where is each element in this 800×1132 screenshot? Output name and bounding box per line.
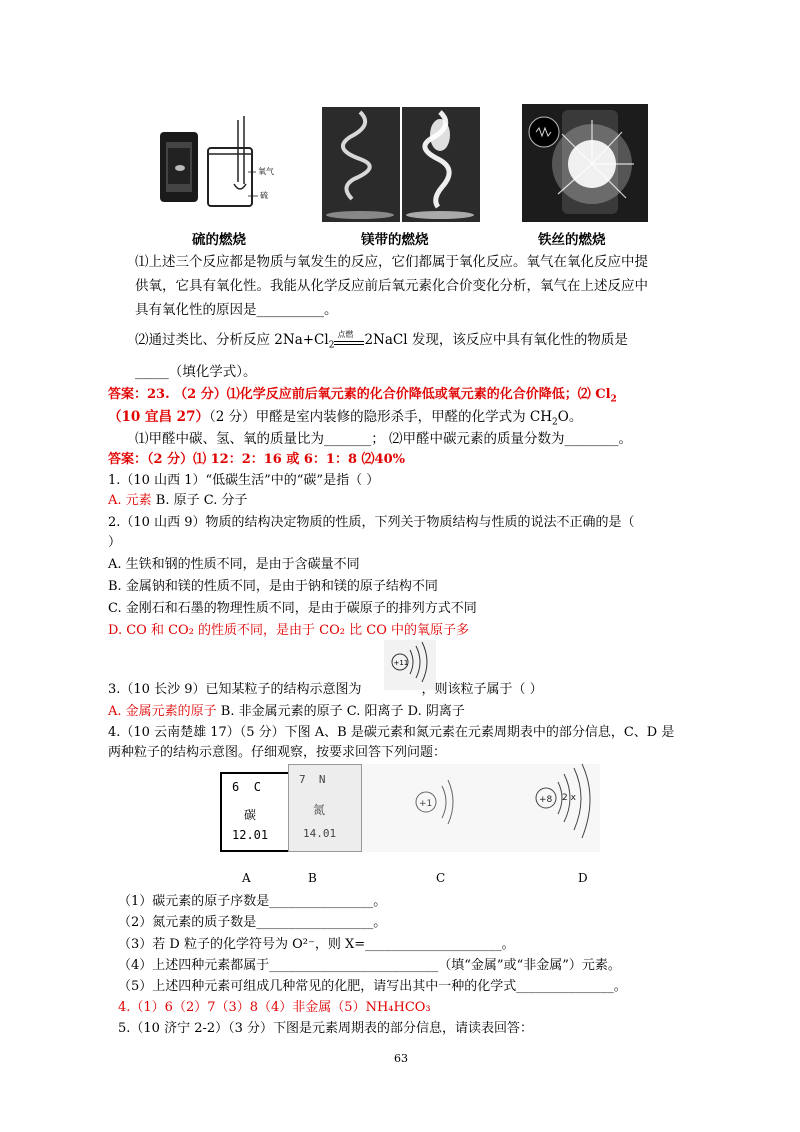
q27-title: （10 宜昌 27）（2 分）甲醛是室内装修的隐形杀手，甲醛的化学式为 $CH_2O$。 <box>108 409 583 428</box>
q27-source: （10 宜昌 27） <box>108 409 209 425</box>
figure-label-d: D <box>578 871 588 885</box>
q23-line4-part-a: ⑵通过类比、分析反应 2Na+Cl <box>135 332 329 348</box>
svg-text:+1: +1 <box>419 799 433 809</box>
page-number: 63 <box>394 1052 408 1065</box>
q5-stem: 5.（10 济宁 2-2）（3 分）下图是元素周期表的部分信息，请读表回答： <box>118 1021 534 1036</box>
svg-text:+8: +8 <box>539 795 553 805</box>
q2-option-b: B. 金属钠和镁的性质不同，是由于钠和镁的原子结构不同 <box>108 579 438 594</box>
q27-answer: 答案：（2 分）⑴ 12：2：16 或 6：1：8 ⑵40% <box>108 452 405 467</box>
q3-stem-part-b: ，则该粒子属于（ ） <box>421 682 543 697</box>
iron-caption: 铁丝的燃烧 <box>538 232 606 248</box>
q3-options <box>108 703 465 721</box>
q4-sub4: （4）上述四种元素都属于__________________________（填“金属”或“非金属”）元素。 <box>118 958 621 973</box>
q1-option-bc: B. 原子 C. 分子 <box>151 493 248 508</box>
q23-answer: 答案：23. （2 分）⑴化学反应前后氧元素的化合价降低或氧元素的化合价降低；⑵ $Cl_2$ <box>108 387 617 405</box>
svg-text:+11: +11 <box>393 659 409 667</box>
q2-option-c: C. 金刚石和石墨的物理性质不同，是由于碳原子的排列方式不同 <box>108 601 477 616</box>
magnesium-burning-photo <box>322 107 480 222</box>
q4-stem-line1: 4.（10 云南楚雄 17）（5 分）下图 A、B 是碳元素和氮元素在元素周期表中的部分信息，C、D 是 <box>108 725 675 740</box>
q4-stem-line2: 两种粒子的结构示意图。仔细观察，按要求回答下列问题： <box>108 745 447 760</box>
q1-options <box>108 492 248 510</box>
q3-option-a: A. 金属元素的原子 <box>108 704 217 719</box>
q3-stem <box>108 681 543 699</box>
q27-stem: （2 分）甲醛是室内装修的隐形杀手，甲醛的化学式为 CH <box>208 409 553 425</box>
reaction-condition: 点燃 <box>337 329 354 339</box>
iron-burning-photo <box>522 104 648 222</box>
svg-text:氧气: 氧气 <box>258 167 274 176</box>
q3-option-bcd: B. 非金属元素的原子 C. 阳离子 D. 阴离子 <box>216 704 465 719</box>
q23-line5: _____（填化学式）。 <box>135 364 257 380</box>
carbon-card: 6 C 碳 12.01 <box>220 772 290 852</box>
q2-stem-line2: ） <box>108 535 122 550</box>
q4-answer: 4.（1）6（2）7（3）8（4）非金属（5）NH₄HCO₃ <box>118 1000 431 1015</box>
q3-stem-part-a: 3.（10 长沙 9）已知某粒子的结构示意图为 <box>108 682 362 697</box>
q27-line1: ⑴甲醛中碳、氢、氧的质量比为_______； ⑵甲醛中碳元素的质量分数为________。 <box>135 431 633 447</box>
figure-label-a: A <box>242 871 251 885</box>
q23-line3: 具有氧化性的原因是__________。 <box>135 302 338 318</box>
sulfur-burning-illustration <box>150 112 310 222</box>
q2-option-a: A. 生铁和钢的性质不同，是由于含碳量不同 <box>108 557 360 572</box>
nitrogen-card: 7 N 氮 14.01 <box>288 764 362 852</box>
q23-line1: ⑴上述三个反应都是物质与氧发生的反应，它们都属于氧化反应。氧气在氧化反应中提 <box>135 254 648 270</box>
q4-sub1: （1）碳元素的原子序数是________________。 <box>118 894 387 909</box>
q2-option-d: D. CO 和 CO₂ 的性质不同，是由于 CO₂ 比 CO 中的氧原子多 <box>108 623 469 638</box>
q1-stem: 1.（10 山西 1）“低碳生活”中的“碳”是指（ ） <box>108 473 380 488</box>
q4-sub2: （2）氮元素的质子数是__________________。 <box>118 915 387 930</box>
q1-option-a: A. 元素 <box>108 493 152 508</box>
q4-figure <box>200 764 600 852</box>
magnesium-caption: 镁带的燃烧 <box>361 232 429 248</box>
q4-sub5: （5）上述四种元素可组成几种常见的化肥，请写出其中一种的化学式_______________。 <box>118 979 627 994</box>
svg-text:2 x: 2 x <box>562 793 576 803</box>
figure-label-b: B <box>308 871 317 885</box>
svg-text:硫: 硫 <box>260 191 268 200</box>
q4-sub3: （3）若 D 粒子的化学符号为 O²⁻，则 X=_____________________。 <box>118 937 515 952</box>
q23-line4-sub: 2 <box>328 340 335 351</box>
reaction-arrow <box>334 329 364 348</box>
q2-stem-line1: 2.（10 山西 9）物质的结构决定物质的性质，下列关于物质结构与性质的说法不正确的是（ <box>108 515 635 530</box>
q23-line2: 供氧，它具有氧化性。我能从化学反应前后氧元素化合价变化分析，氧气在上述反应中 <box>135 278 648 294</box>
q23-line4-part-b: 2NaCl 发现，该反应中具有氧化性的物质是 <box>364 332 628 348</box>
q23-line4 <box>135 330 628 356</box>
figure-label-c: C <box>436 871 446 885</box>
sulfur-caption: 硫的燃烧 <box>192 232 246 248</box>
